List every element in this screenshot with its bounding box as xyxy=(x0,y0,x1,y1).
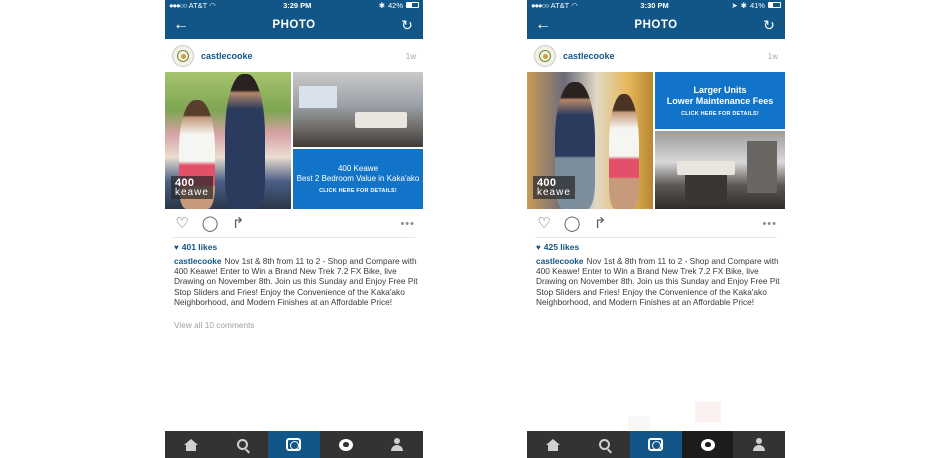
post-time-ago: 1w xyxy=(767,51,778,61)
tab-home[interactable] xyxy=(527,431,579,458)
small-heart-icon: ♥ xyxy=(536,242,541,252)
more-icon[interactable]: ••• xyxy=(400,218,415,230)
refresh-icon[interactable]: ↻ xyxy=(763,17,775,33)
camera-icon xyxy=(648,438,663,451)
likes-label: 401 likes xyxy=(181,242,218,252)
nav-bar xyxy=(527,10,785,39)
page-title: PHOTO xyxy=(634,18,678,31)
search-icon xyxy=(237,439,248,450)
avatar[interactable] xyxy=(172,45,194,67)
post-username[interactable]: castlecooke xyxy=(563,51,615,61)
heart-icon[interactable]: ♡ xyxy=(175,215,189,232)
activity-icon xyxy=(339,439,353,451)
status-bar xyxy=(165,0,423,10)
kitchen-photo xyxy=(655,131,785,209)
caption-username[interactable]: castlecooke xyxy=(536,256,584,266)
arrow-left-icon[interactable]: ← xyxy=(173,16,189,33)
tab-bar xyxy=(527,431,785,458)
ad-cta[interactable]: CLICK HERE FOR DETAILS! xyxy=(319,188,397,194)
post-time-ago: 1w xyxy=(405,51,416,61)
post-caption xyxy=(536,256,780,307)
post-actions xyxy=(165,211,423,237)
share-icon[interactable]: ↱ xyxy=(593,215,607,232)
refresh-icon[interactable]: ↻ xyxy=(401,17,413,33)
caption-text: Nov 1st & 8th from 11 to 2 - Shop and Compare with 400 Keawe! Enter to Win a Brand New Trek 7.2 FX Bike, live Drawing on November 8th. Join us this Sunday and Enjoy Free Pit Stop Sliders and Fries! Enjoy the Convenience of the Kaka'ako Neighborhood, and Modern Finishes at an Affordable Price! xyxy=(536,256,780,307)
tab-activity[interactable] xyxy=(320,431,372,458)
faded-overlay xyxy=(628,416,650,430)
tab-profile[interactable] xyxy=(371,431,423,458)
more-icon[interactable]: ••• xyxy=(762,218,777,230)
location-icon: ➤ xyxy=(731,0,738,10)
tab-search[interactable] xyxy=(579,431,631,458)
battery-percent: 42% xyxy=(387,0,403,10)
heart-icon[interactable]: ♡ xyxy=(537,215,551,232)
profile-icon xyxy=(753,438,765,451)
caption-username[interactable]: castlecooke xyxy=(174,256,222,266)
caption-text: Nov 1st & 8th from 11 to 2 - Shop and Compare with 400 Keawe! Enter to Win a Brand New Trek 7.2 FX Bike, live Drawing on November 8th. Join us this Sunday and Enjoy Free Pit Stop Sliders and Fries! Enjoy the Convenience of the Kaka'ako Neighborhood, and Modern Finishes at an Affordable Price! xyxy=(174,256,418,307)
post-actions xyxy=(527,211,785,237)
ad-subheadline: Lower Maintenance Fees xyxy=(666,95,774,106)
tab-activity[interactable] xyxy=(682,431,734,458)
post-header xyxy=(165,41,423,71)
camera-icon xyxy=(286,438,301,451)
battery-icon xyxy=(406,2,419,8)
small-heart-icon: ♥ xyxy=(174,242,179,252)
status-time: 3:29 PM xyxy=(283,0,312,10)
activity-icon xyxy=(701,439,715,451)
carrier-label: AT&T xyxy=(188,0,208,10)
faded-overlay xyxy=(695,402,721,422)
ad-headline: 400 Keawe xyxy=(337,164,379,173)
status-bar xyxy=(527,0,785,10)
post-header xyxy=(527,41,785,71)
logo-number: 400 xyxy=(175,177,195,189)
signal-icon: ●●●○○ xyxy=(531,0,549,10)
likes-label: 425 likes xyxy=(543,242,580,252)
battery-icon xyxy=(768,2,781,8)
tab-profile[interactable] xyxy=(733,431,785,458)
ad-subheadline: Best 2 Bedroom Value in Kaka'ako xyxy=(296,174,420,183)
ad-headline: Larger Units xyxy=(693,84,747,95)
battery-percent: 41% xyxy=(749,0,765,10)
kitchen-photo xyxy=(293,72,423,147)
ad-banner[interactable] xyxy=(655,72,785,129)
wifi-icon: ◠ xyxy=(209,0,216,10)
keawe-logo xyxy=(533,176,575,199)
tab-bar xyxy=(165,431,423,458)
phone-screen-left xyxy=(165,0,423,458)
post-caption xyxy=(174,256,418,307)
phone-screen-right xyxy=(527,0,785,458)
ad-banner[interactable] xyxy=(293,149,423,209)
signal-icon: ●●●○○ xyxy=(169,0,187,10)
status-time: 3:30 PM xyxy=(640,0,669,10)
avatar[interactable] xyxy=(534,45,556,67)
tab-home[interactable] xyxy=(165,431,217,458)
divider xyxy=(535,237,777,238)
wifi-icon: ◠ xyxy=(571,0,578,10)
carrier-label: AT&T xyxy=(550,0,570,10)
post-image[interactable] xyxy=(527,72,785,209)
page-title: PHOTO xyxy=(272,18,316,31)
logo-number: 400 xyxy=(537,177,557,189)
bluetooth-icon: ✱ xyxy=(740,0,747,10)
tab-search[interactable] xyxy=(217,431,269,458)
search-icon xyxy=(599,439,610,450)
bluetooth-icon: ✱ xyxy=(378,0,385,10)
share-icon[interactable]: ↱ xyxy=(231,215,245,232)
tab-camera[interactable] xyxy=(630,431,682,458)
likes-count[interactable] xyxy=(174,242,217,252)
nav-bar xyxy=(165,10,423,39)
divider xyxy=(173,237,415,238)
arrow-left-icon[interactable]: ← xyxy=(535,16,551,33)
logo-word: keawe xyxy=(175,187,209,198)
keawe-logo xyxy=(171,176,213,199)
comment-icon[interactable]: ◯ xyxy=(201,215,219,232)
ad-cta[interactable]: CLICK HERE FOR DETAILS! xyxy=(681,110,759,117)
logo-word: keawe xyxy=(537,187,571,198)
post-image[interactable] xyxy=(165,72,423,209)
view-comments-link[interactable]: View all 10 comments xyxy=(174,320,255,330)
home-icon xyxy=(546,439,560,451)
tab-camera[interactable] xyxy=(268,431,320,458)
comment-icon[interactable]: ◯ xyxy=(563,215,581,232)
home-icon xyxy=(184,439,198,451)
likes-count[interactable] xyxy=(536,242,579,252)
post-username[interactable]: castlecooke xyxy=(201,51,253,61)
profile-icon xyxy=(391,438,403,451)
